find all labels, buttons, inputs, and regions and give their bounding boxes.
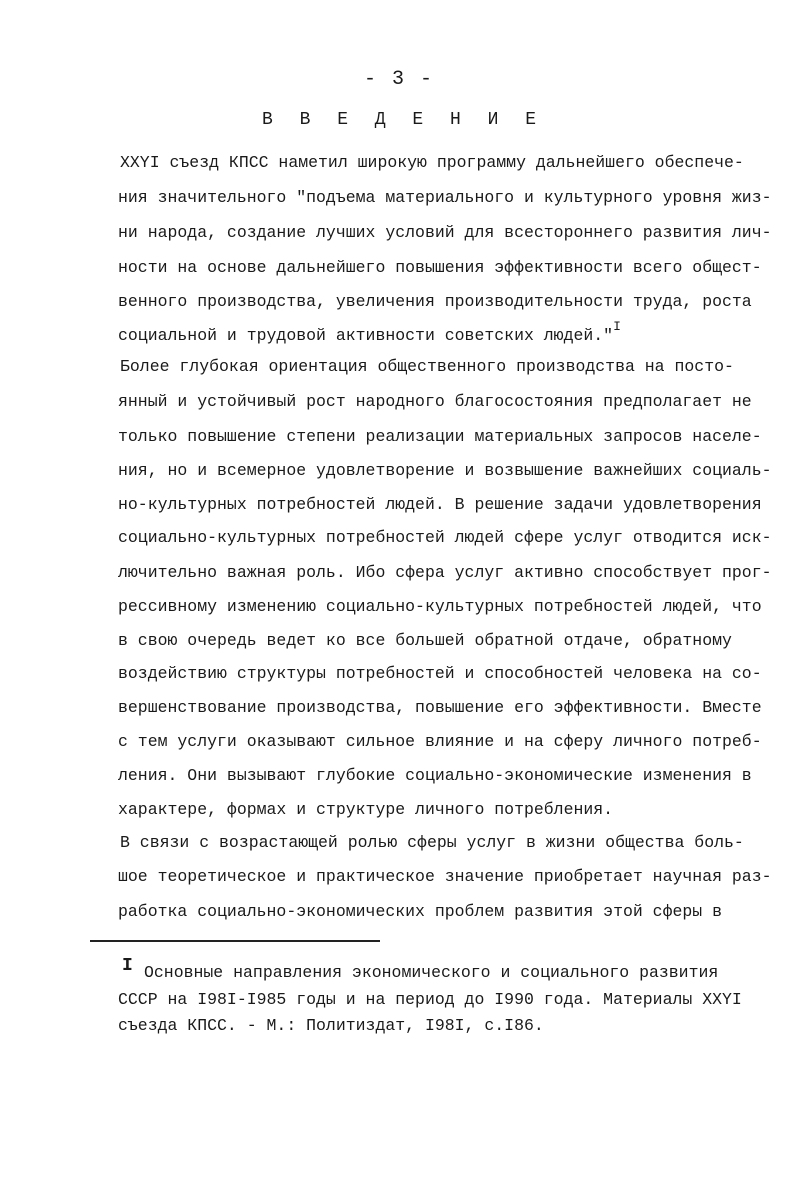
text-line: характере, формах и структуре личного потребления. — [118, 800, 614, 819]
text-line: вершенствование производства, повышение его эффективности. Вместе — [118, 698, 762, 717]
text-line: ности на основе дальнейшего повышения эффективности всего общест- — [118, 258, 762, 277]
text-line: социально-культурных потребностей людей сфере услуг отводится иск- — [118, 528, 772, 547]
text-line: В связи с возрастающей ролью сферы услуг в жизни общества боль- — [120, 833, 744, 852]
text-line: ни народа, создание лучших условий для всестороннего развития лич- — [118, 223, 772, 242]
page-number: - 3 - — [363, 68, 434, 91]
text-line: в свою очередь ведет ко все большей обратной отдаче, обратному — [118, 631, 732, 650]
text-line: работка социально-экономических проблем развития этой сферы в — [118, 902, 722, 921]
text-line: с тем услуги оказывают сильное влияние и на сферу личного потреб- — [118, 732, 762, 751]
footnote-line: СССР на I98I-I985 годы и на период до I990 года. Материалы XXYI — [118, 990, 742, 1009]
text-line: только повышение степени реализации материальных запросов населе- — [118, 427, 762, 446]
text-line: лючительно важная роль. Ибо сфера услуг активно способствует прог- — [118, 563, 772, 582]
text-line: шое теоретическое и практическое значение приобретает научная раз- — [118, 867, 772, 886]
text-line: но-культурных потребностей людей. В решение задачи удовлетворения — [118, 495, 762, 514]
text-line: XXYI съезд КПСС наметил широкую программу дальнейшего обеспече- — [120, 153, 744, 172]
text-line: Более глубокая ориентация общественного производства на посто- — [120, 357, 734, 376]
text-line: рессивному изменению социально-культурных потребностей людей, что — [118, 597, 762, 616]
section-heading: В В Е Д Е Н И Е — [261, 110, 545, 130]
text-line: ния значительного "подъема материального и культурного уровня жиз- — [118, 188, 772, 207]
text-line: ления. Они вызывают глубокие социально-экономические изменения в — [118, 766, 752, 785]
footnote-marker: I — [122, 956, 133, 976]
text-line-with-ref — [118, 319, 621, 347]
text-line: венного производства, увеличения производительности труда, роста — [118, 292, 752, 311]
text-line: ния, но и всемерное удовлетворение и возвышение важнейших социаль- — [118, 461, 772, 480]
text-line: воздействию структуры потребностей и способностей человека на со- — [118, 664, 762, 683]
text-line: социальной и трудовой активности советских людей." — [118, 326, 614, 345]
footnote-divider — [90, 940, 380, 942]
footnote-ref: I — [613, 319, 621, 334]
footnote-line: съезда КПСС. - М.: Политиздат, I98I, с.I86. — [118, 1016, 544, 1035]
footnote-line: Основные направления экономического и социального развития — [144, 963, 719, 982]
text-line: янный и устойчивый рост народного благосостояния предполагает не — [118, 392, 752, 411]
